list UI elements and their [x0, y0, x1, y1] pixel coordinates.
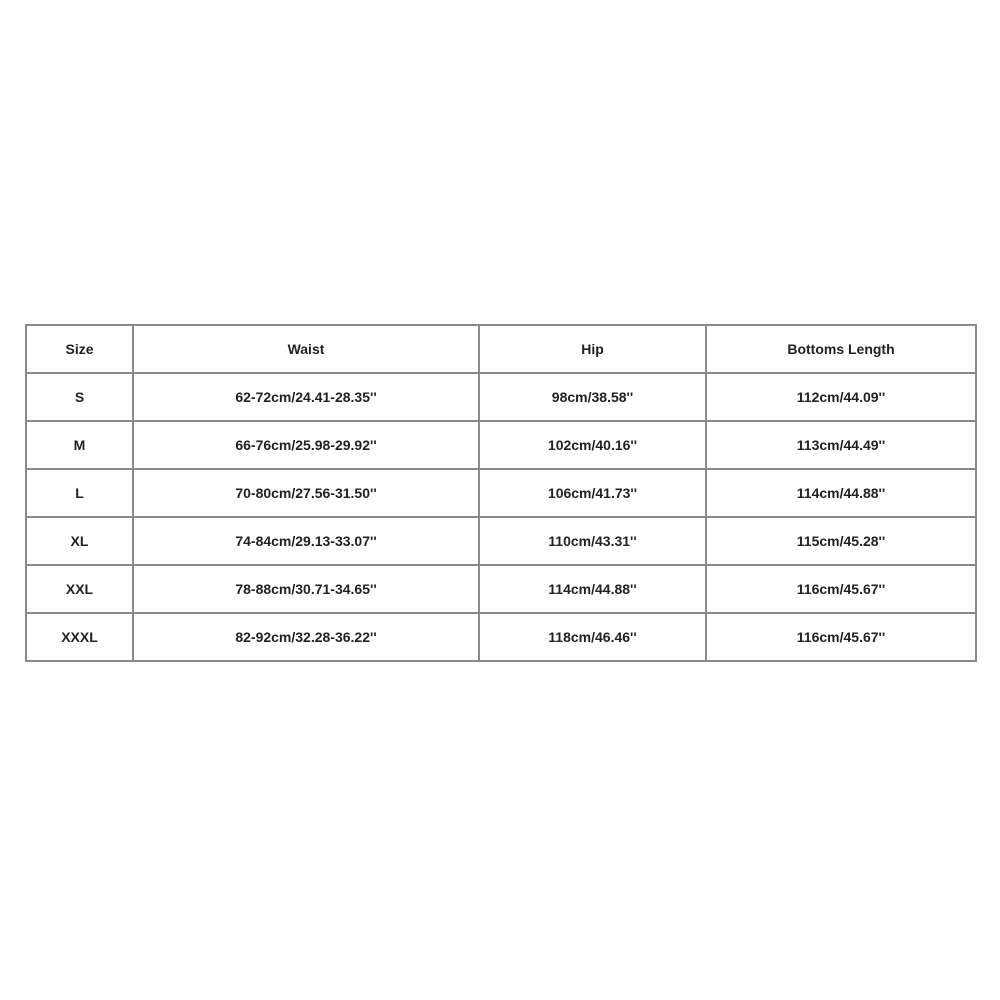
header-row — [26, 325, 976, 373]
table-body — [26, 373, 976, 661]
table-row — [26, 373, 976, 421]
cell-size: XL — [26, 517, 133, 565]
cell-waist: 62-72cm/24.41-28.35'' — [133, 373, 479, 421]
cell-bottoms-length: 116cm/45.67'' — [706, 565, 976, 613]
table-row — [26, 469, 976, 517]
cell-waist: 66-76cm/25.98-29.92'' — [133, 421, 479, 469]
cell-size: XXL — [26, 565, 133, 613]
header-bottoms-length: Bottoms Length — [706, 325, 976, 373]
cell-waist: 82-92cm/32.28-36.22'' — [133, 613, 479, 661]
size-chart-table — [25, 324, 977, 662]
table-header — [26, 325, 976, 373]
cell-waist: 70-80cm/27.56-31.50'' — [133, 469, 479, 517]
cell-hip: 106cm/41.73'' — [479, 469, 706, 517]
table-row — [26, 565, 976, 613]
cell-bottoms-length: 115cm/45.28'' — [706, 517, 976, 565]
cell-hip: 110cm/43.31'' — [479, 517, 706, 565]
cell-bottoms-length: 116cm/45.67'' — [706, 613, 976, 661]
cell-hip: 98cm/38.58'' — [479, 373, 706, 421]
cell-bottoms-length: 112cm/44.09'' — [706, 373, 976, 421]
table-row — [26, 517, 976, 565]
header-size: Size — [26, 325, 133, 373]
cell-size: L — [26, 469, 133, 517]
cell-size: S — [26, 373, 133, 421]
cell-bottoms-length: 113cm/44.49'' — [706, 421, 976, 469]
table-row — [26, 421, 976, 469]
header-waist: Waist — [133, 325, 479, 373]
cell-size: M — [26, 421, 133, 469]
cell-bottoms-length: 114cm/44.88'' — [706, 469, 976, 517]
cell-hip: 114cm/44.88'' — [479, 565, 706, 613]
cell-waist: 74-84cm/29.13-33.07'' — [133, 517, 479, 565]
header-hip: Hip — [479, 325, 706, 373]
cell-waist: 78-88cm/30.71-34.65'' — [133, 565, 479, 613]
cell-hip: 118cm/46.46'' — [479, 613, 706, 661]
cell-size: XXXL — [26, 613, 133, 661]
cell-hip: 102cm/40.16'' — [479, 421, 706, 469]
table-row — [26, 613, 976, 661]
